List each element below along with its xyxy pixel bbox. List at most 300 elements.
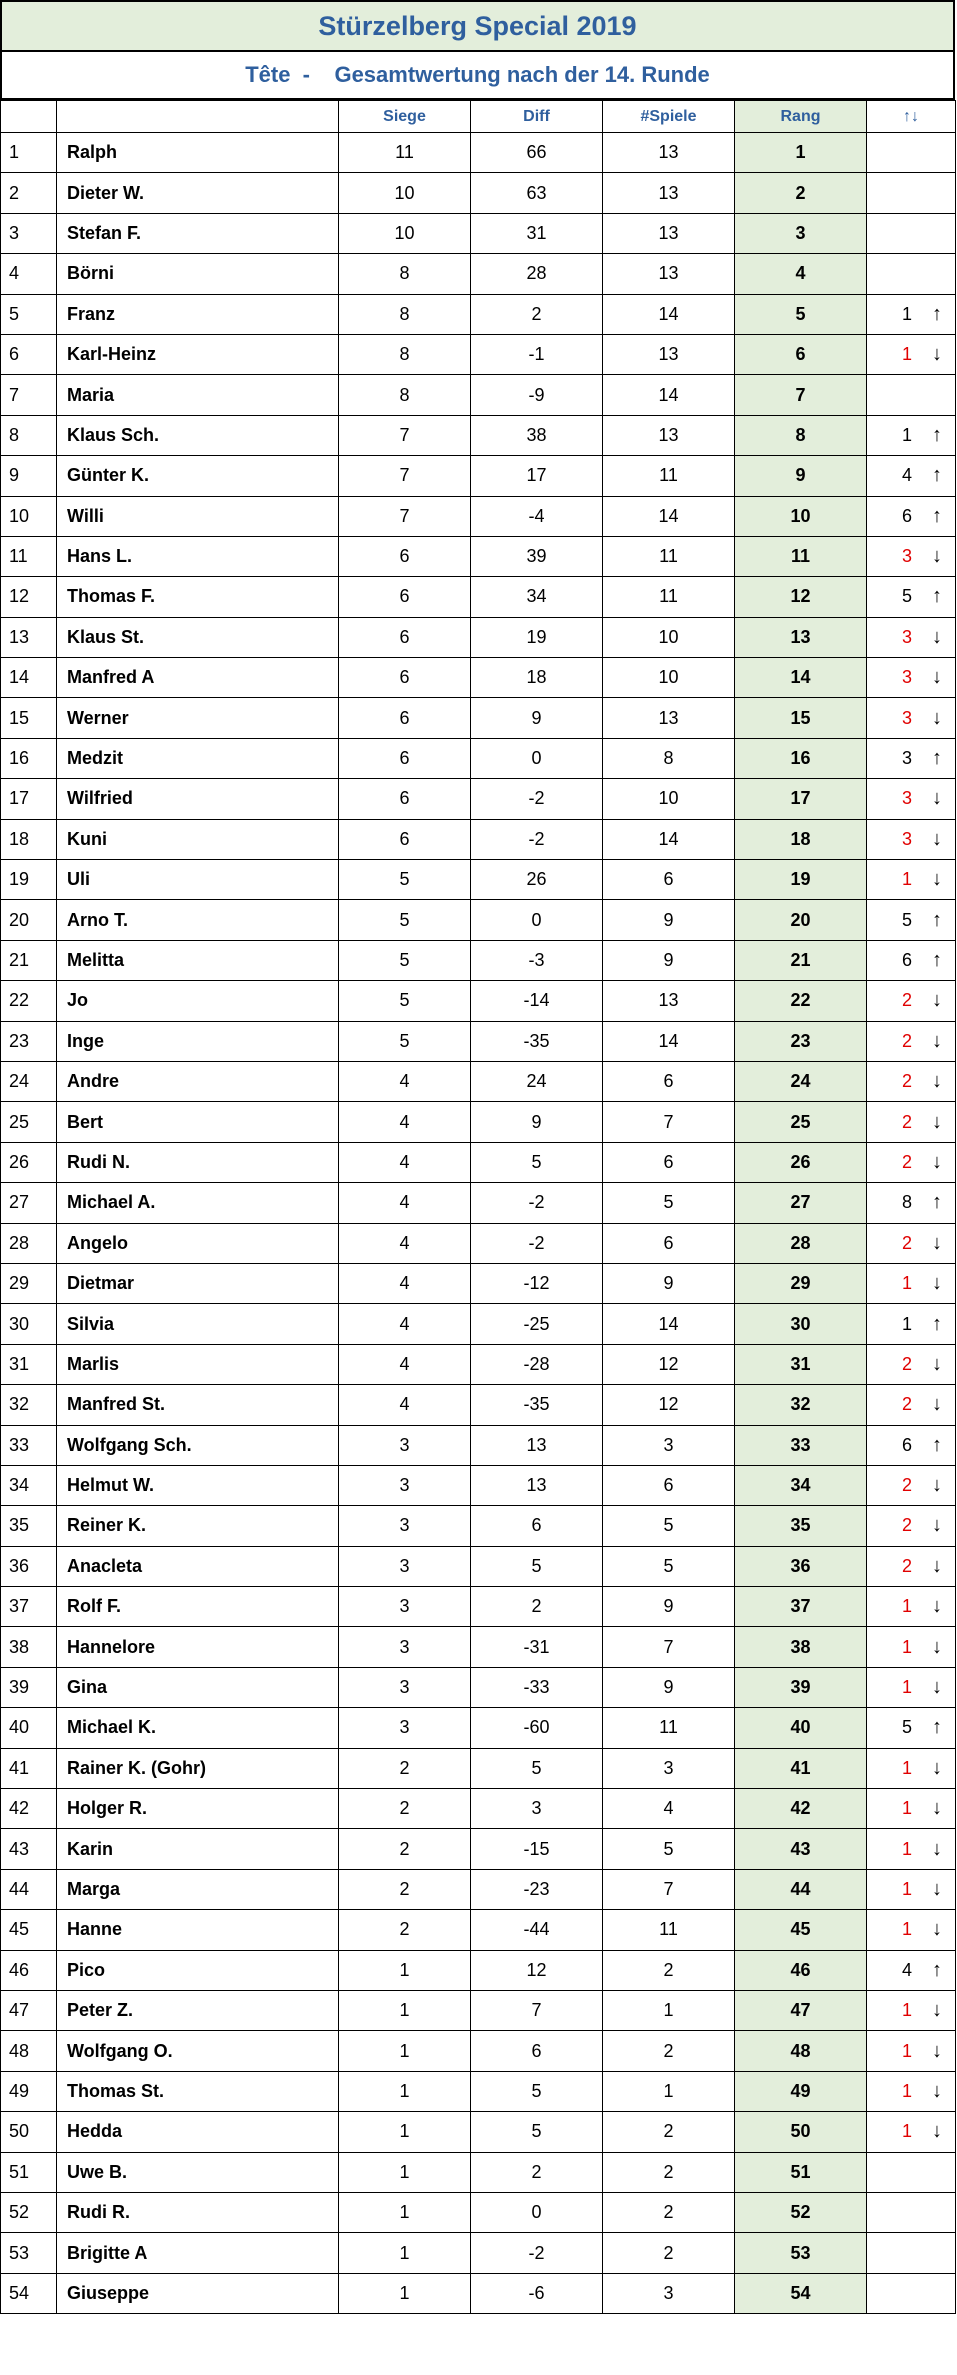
movement-count: 1 <box>901 1757 912 1778</box>
diff-value: 31 <box>471 213 603 253</box>
table-body <box>1 133 956 2314</box>
table-row <box>1 1385 956 1425</box>
player-name: Hannelore <box>57 1627 339 1667</box>
player-name: Wilfried <box>57 779 339 819</box>
table-row <box>1 415 956 455</box>
movement-cell <box>867 819 956 859</box>
movement-cell <box>867 900 956 940</box>
arrow-down-icon: ↓ <box>932 2079 942 2102</box>
spiele-value: 2 <box>603 2112 735 2152</box>
movement-cell <box>867 860 956 900</box>
spiele-value: 14 <box>603 1021 735 1061</box>
diff-value: -15 <box>471 1829 603 1869</box>
siege-value: 6 <box>339 779 471 819</box>
row-number: 51 <box>1 2152 57 2192</box>
player-name: Peter Z. <box>57 1990 339 2030</box>
spiele-value: 3 <box>603 2273 735 2313</box>
movement-cell <box>867 334 956 374</box>
row-number: 50 <box>1 2112 57 2152</box>
table-row <box>1 2152 956 2192</box>
player-name: Willi <box>57 496 339 536</box>
player-name: Brigitte A <box>57 2233 339 2273</box>
arrow-down-icon: ↓ <box>932 1756 942 1779</box>
siege-value: 5 <box>339 1021 471 1061</box>
diff-value: 34 <box>471 577 603 617</box>
arrow-down-icon: ↓ <box>932 1635 942 1658</box>
row-number: 26 <box>1 1142 57 1182</box>
player-name: Franz <box>57 294 339 334</box>
spiele-value: 9 <box>603 1587 735 1627</box>
movement-count: 1 <box>901 1596 912 1617</box>
rang-value: 10 <box>735 496 867 536</box>
siege-value: 3 <box>339 1546 471 1586</box>
movement-count: 1 <box>901 1878 912 1899</box>
diff-value: -25 <box>471 1304 603 1344</box>
arrow-up-icon: ↑ <box>932 423 942 446</box>
arrow-down-icon: ↓ <box>932 1272 942 1295</box>
movement-cell <box>867 738 956 778</box>
movement-cell <box>867 1425 956 1465</box>
diff-value: 6 <box>471 2031 603 2071</box>
row-number: 33 <box>1 1425 57 1465</box>
player-name: Uwe B. <box>57 2152 339 2192</box>
movement-cell <box>867 1183 956 1223</box>
rang-value: 34 <box>735 1465 867 1505</box>
arrow-down-icon: ↓ <box>932 1554 942 1577</box>
rang-value: 8 <box>735 415 867 455</box>
row-number: 2 <box>1 173 57 213</box>
arrow-up-icon: ↑ <box>932 908 942 931</box>
movement-count: 5 <box>901 586 912 607</box>
spiele-value: 13 <box>603 213 735 253</box>
rang-value: 28 <box>735 1223 867 1263</box>
player-name: Giuseppe <box>57 2273 339 2313</box>
player-name: Wolfgang O. <box>57 2031 339 2071</box>
arrow-up-icon: ↑ <box>932 1191 942 1214</box>
player-name: Dieter W. <box>57 173 339 213</box>
movement-count: 1 <box>901 1636 912 1657</box>
movement-count: 1 <box>901 1919 912 1940</box>
movement-count: 1 <box>901 2000 912 2021</box>
rang-value: 15 <box>735 698 867 738</box>
table-row <box>1 1021 956 1061</box>
movement-count: 2 <box>901 1394 912 1415</box>
movement-cell <box>867 1223 956 1263</box>
movement-cell <box>867 1910 956 1950</box>
rang-value: 36 <box>735 1546 867 1586</box>
movement-cell <box>867 1546 956 1586</box>
rang-value: 39 <box>735 1667 867 1707</box>
table-row <box>1 1587 956 1627</box>
spiele-value: 12 <box>603 1385 735 1425</box>
player-name: Ralph <box>57 133 339 173</box>
movement-count: 8 <box>901 1192 912 1213</box>
player-name: Werner <box>57 698 339 738</box>
arrow-down-icon: ↓ <box>932 1393 942 1416</box>
diff-value: 26 <box>471 860 603 900</box>
siege-value: 1 <box>339 2192 471 2232</box>
rang-value: 27 <box>735 1183 867 1223</box>
table-row <box>1 1990 956 2030</box>
player-name: Karin <box>57 1829 339 1869</box>
arrow-down-icon: ↓ <box>932 625 942 648</box>
movement-count: 5 <box>901 1717 912 1738</box>
table-row <box>1 2233 956 2273</box>
movement-count: 1 <box>901 1838 912 1859</box>
spiele-value: 6 <box>603 1142 735 1182</box>
spiele-value: 9 <box>603 1667 735 1707</box>
table-row <box>1 2031 956 2071</box>
rang-value: 37 <box>735 1587 867 1627</box>
movement-cell <box>867 1021 956 1061</box>
table-row <box>1 294 956 334</box>
siege-value: 11 <box>339 133 471 173</box>
rang-value: 51 <box>735 2152 867 2192</box>
row-number: 6 <box>1 334 57 374</box>
arrow-up-icon: ↑ <box>932 1958 942 1981</box>
rang-value: 26 <box>735 1142 867 1182</box>
movement-cell <box>867 254 956 294</box>
arrow-up-icon: ↑ <box>932 1433 942 1456</box>
row-number: 30 <box>1 1304 57 1344</box>
diff-value: -2 <box>471 1223 603 1263</box>
row-number: 9 <box>1 456 57 496</box>
diff-value: -33 <box>471 1667 603 1707</box>
row-number: 25 <box>1 1102 57 1142</box>
table-row <box>1 2071 956 2111</box>
player-name: Rudi R. <box>57 2192 339 2232</box>
rang-value: 9 <box>735 456 867 496</box>
row-number: 11 <box>1 536 57 576</box>
movement-count: 2 <box>901 1475 912 1496</box>
spiele-value: 2 <box>603 2233 735 2273</box>
diff-value: -35 <box>471 1021 603 1061</box>
rang-value: 29 <box>735 1263 867 1303</box>
movement-count: 3 <box>901 667 912 688</box>
spiele-value: 6 <box>603 1061 735 1101</box>
diff-value: -44 <box>471 1910 603 1950</box>
diff-value: -2 <box>471 1183 603 1223</box>
arrow-down-icon: ↓ <box>932 2120 942 2143</box>
spiele-value: 2 <box>603 2192 735 2232</box>
diff-value: 63 <box>471 173 603 213</box>
row-number: 35 <box>1 1506 57 1546</box>
spiele-value: 9 <box>603 940 735 980</box>
diff-value: -28 <box>471 1344 603 1384</box>
rang-value: 31 <box>735 1344 867 1384</box>
rang-value: 25 <box>735 1102 867 1142</box>
movement-cell <box>867 496 956 536</box>
movement-cell <box>867 213 956 253</box>
table-row <box>1 496 956 536</box>
diff-value: 2 <box>471 294 603 334</box>
siege-value: 6 <box>339 819 471 859</box>
siege-value: 8 <box>339 375 471 415</box>
movement-cell <box>867 981 956 1021</box>
movement-count: 1 <box>901 1798 912 1819</box>
movement-count: 1 <box>901 344 912 365</box>
siege-value: 6 <box>339 577 471 617</box>
siege-value: 8 <box>339 254 471 294</box>
movement-count: 1 <box>901 869 912 890</box>
arrow-down-icon: ↓ <box>932 868 942 891</box>
rang-value: 42 <box>735 1789 867 1829</box>
arrow-down-icon: ↓ <box>932 1797 942 1820</box>
arrow-down-icon: ↓ <box>932 1110 942 1133</box>
movement-count: 3 <box>901 828 912 849</box>
rang-value: 54 <box>735 2273 867 2313</box>
player-name: Michael A. <box>57 1183 339 1223</box>
movement-cell <box>867 617 956 657</box>
player-name: Günter K. <box>57 456 339 496</box>
row-number: 48 <box>1 2031 57 2071</box>
spiele-value: 7 <box>603 1627 735 1667</box>
movement-cell <box>867 1990 956 2030</box>
player-name: Angelo <box>57 1223 339 1263</box>
row-number: 22 <box>1 981 57 1021</box>
diff-value: -23 <box>471 1869 603 1909</box>
movement-cell <box>867 294 956 334</box>
spiele-value: 2 <box>603 2031 735 2071</box>
player-name: Wolfgang Sch. <box>57 1425 339 1465</box>
player-name: Dietmar <box>57 1263 339 1303</box>
movement-cell <box>867 1587 956 1627</box>
diff-value: -2 <box>471 2233 603 2273</box>
movement-count: 2 <box>901 1030 912 1051</box>
row-number: 40 <box>1 1708 57 1748</box>
spiele-value: 14 <box>603 496 735 536</box>
spiele-value: 13 <box>603 415 735 455</box>
player-name: Karl-Heinz <box>57 334 339 374</box>
table-row <box>1 900 956 940</box>
siege-value: 3 <box>339 1425 471 1465</box>
arrow-down-icon: ↓ <box>932 343 942 366</box>
player-name: Bert <box>57 1102 339 1142</box>
player-name: Stefan F. <box>57 213 339 253</box>
player-name: Manfred A <box>57 658 339 698</box>
page-title: Stürzelberg Special 2019 <box>0 0 955 52</box>
table-row <box>1 738 956 778</box>
diff-value: -6 <box>471 2273 603 2313</box>
movement-cell <box>867 1627 956 1667</box>
table-row <box>1 577 956 617</box>
table-row <box>1 536 956 576</box>
siege-value: 4 <box>339 1304 471 1344</box>
siege-value: 3 <box>339 1587 471 1627</box>
rang-value: 24 <box>735 1061 867 1101</box>
table-row <box>1 2273 956 2313</box>
spiele-value: 5 <box>603 1546 735 1586</box>
table-row <box>1 1263 956 1303</box>
diff-value: 3 <box>471 1789 603 1829</box>
spiele-value: 13 <box>603 334 735 374</box>
diff-value: 38 <box>471 415 603 455</box>
player-name: Gina <box>57 1667 339 1707</box>
arrow-up-icon: ↑ <box>932 1716 942 1739</box>
arrow-down-icon: ↓ <box>932 1918 942 1941</box>
row-number: 43 <box>1 1829 57 1869</box>
header-rang: Rang <box>735 101 867 133</box>
movement-cell <box>867 1950 956 1990</box>
player-name: Silvia <box>57 1304 339 1344</box>
spiele-value: 11 <box>603 1910 735 1950</box>
row-number: 13 <box>1 617 57 657</box>
movement-count: 6 <box>901 950 912 970</box>
table-row <box>1 698 956 738</box>
arrow-down-icon: ↓ <box>932 1877 942 1900</box>
row-number: 3 <box>1 213 57 253</box>
standings-table <box>0 100 956 2314</box>
rang-value: 46 <box>735 1950 867 1990</box>
spiele-value: 11 <box>603 577 735 617</box>
rang-value: 35 <box>735 1506 867 1546</box>
arrow-up-icon: ↑ <box>932 302 942 325</box>
movement-cell <box>867 375 956 415</box>
siege-value: 1 <box>339 2233 471 2273</box>
row-number: 12 <box>1 577 57 617</box>
player-name: Klaus Sch. <box>57 415 339 455</box>
rang-value: 47 <box>735 1990 867 2030</box>
diff-value: -2 <box>471 819 603 859</box>
player-name: Kuni <box>57 819 339 859</box>
siege-value: 4 <box>339 1344 471 1384</box>
arrow-up-icon: ↑ <box>932 1312 942 1335</box>
movement-cell <box>867 577 956 617</box>
arrow-down-icon: ↓ <box>932 1150 942 1173</box>
row-number: 38 <box>1 1627 57 1667</box>
movement-cell <box>867 698 956 738</box>
movement-cell <box>867 1869 956 1909</box>
rang-value: 21 <box>735 940 867 980</box>
spiele-value: 12 <box>603 1344 735 1384</box>
movement-cell <box>867 2192 956 2232</box>
diff-value: -2 <box>471 779 603 819</box>
rang-value: 41 <box>735 1748 867 1788</box>
rang-value: 44 <box>735 1869 867 1909</box>
diff-value: 24 <box>471 1061 603 1101</box>
diff-value: 19 <box>471 617 603 657</box>
movement-count: 4 <box>901 1959 912 1980</box>
movement-count: 2 <box>901 1555 912 1576</box>
spiele-value: 2 <box>603 1950 735 1990</box>
spiele-value: 14 <box>603 294 735 334</box>
spiele-value: 1 <box>603 1990 735 2030</box>
rang-value: 49 <box>735 2071 867 2111</box>
movement-count: 3 <box>901 546 912 567</box>
siege-value: 1 <box>339 2112 471 2152</box>
siege-value: 6 <box>339 738 471 778</box>
table-row <box>1 617 956 657</box>
rang-value: 12 <box>735 577 867 617</box>
spiele-value: 6 <box>603 1465 735 1505</box>
movement-cell <box>867 2273 956 2313</box>
row-number: 49 <box>1 2071 57 2111</box>
movement-count: 2 <box>901 1515 912 1536</box>
arrow-down-icon: ↓ <box>932 1999 942 2022</box>
siege-value: 1 <box>339 1990 471 2030</box>
movement-count: 3 <box>901 748 912 769</box>
row-number: 44 <box>1 1869 57 1909</box>
siege-value: 10 <box>339 213 471 253</box>
siege-value: 1 <box>339 2152 471 2192</box>
movement-cell <box>867 1102 956 1142</box>
arrow-down-icon: ↓ <box>932 1514 942 1537</box>
table-row <box>1 254 956 294</box>
header-diff: Diff <box>471 101 603 133</box>
movement-count: 3 <box>901 707 912 728</box>
row-number: 23 <box>1 1021 57 1061</box>
siege-value: 3 <box>339 1627 471 1667</box>
movement-count: 1 <box>901 2040 912 2061</box>
player-name: Thomas St. <box>57 2071 339 2111</box>
movement-cell <box>867 1667 956 1707</box>
siege-value: 8 <box>339 334 471 374</box>
player-name: Maria <box>57 375 339 415</box>
movement-cell <box>867 133 956 173</box>
diff-value: -31 <box>471 1627 603 1667</box>
movement-cell <box>867 173 956 213</box>
diff-value: 17 <box>471 456 603 496</box>
movement-cell <box>867 456 956 496</box>
siege-value: 4 <box>339 1183 471 1223</box>
spiele-value: 3 <box>603 1425 735 1465</box>
row-number: 37 <box>1 1587 57 1627</box>
player-name: Rudi N. <box>57 1142 339 1182</box>
arrow-down-icon: ↓ <box>932 1029 942 1052</box>
spiele-value: 5 <box>603 1829 735 1869</box>
diff-value: -14 <box>471 981 603 1021</box>
siege-value: 1 <box>339 1950 471 1990</box>
siege-value: 2 <box>339 1829 471 1869</box>
rang-value: 45 <box>735 1910 867 1950</box>
row-number: 5 <box>1 294 57 334</box>
player-name: Arno T. <box>57 900 339 940</box>
movement-count: 2 <box>901 1232 912 1253</box>
movement-cell <box>867 658 956 698</box>
movement-count: 4 <box>901 465 912 486</box>
spiele-value: 10 <box>603 617 735 657</box>
table-row <box>1 1748 956 1788</box>
arrow-up-icon: ↑ <box>932 585 942 608</box>
diff-value: 0 <box>471 738 603 778</box>
row-number: 18 <box>1 819 57 859</box>
diff-value: 0 <box>471 2192 603 2232</box>
row-number: 45 <box>1 1910 57 1950</box>
rang-value: 52 <box>735 2192 867 2232</box>
diff-value: 2 <box>471 2152 603 2192</box>
movement-cell <box>867 1829 956 1869</box>
diff-value: 0 <box>471 900 603 940</box>
table-row <box>1 658 956 698</box>
movement-count: 2 <box>901 990 912 1011</box>
row-number: 16 <box>1 738 57 778</box>
table-row <box>1 456 956 496</box>
rang-value: 4 <box>735 254 867 294</box>
movement-count: 3 <box>901 626 912 647</box>
player-name: Reiner K. <box>57 1506 339 1546</box>
table-row <box>1 940 956 980</box>
rang-value: 16 <box>735 738 867 778</box>
row-number: 8 <box>1 415 57 455</box>
spiele-value: 10 <box>603 779 735 819</box>
diff-value: 13 <box>471 1425 603 1465</box>
siege-value: 4 <box>339 1263 471 1303</box>
arrow-down-icon: ↓ <box>932 706 942 729</box>
movement-count: 2 <box>901 1111 912 1132</box>
rang-value: 18 <box>735 819 867 859</box>
siege-value: 4 <box>339 1223 471 1263</box>
spiele-value: 7 <box>603 1102 735 1142</box>
